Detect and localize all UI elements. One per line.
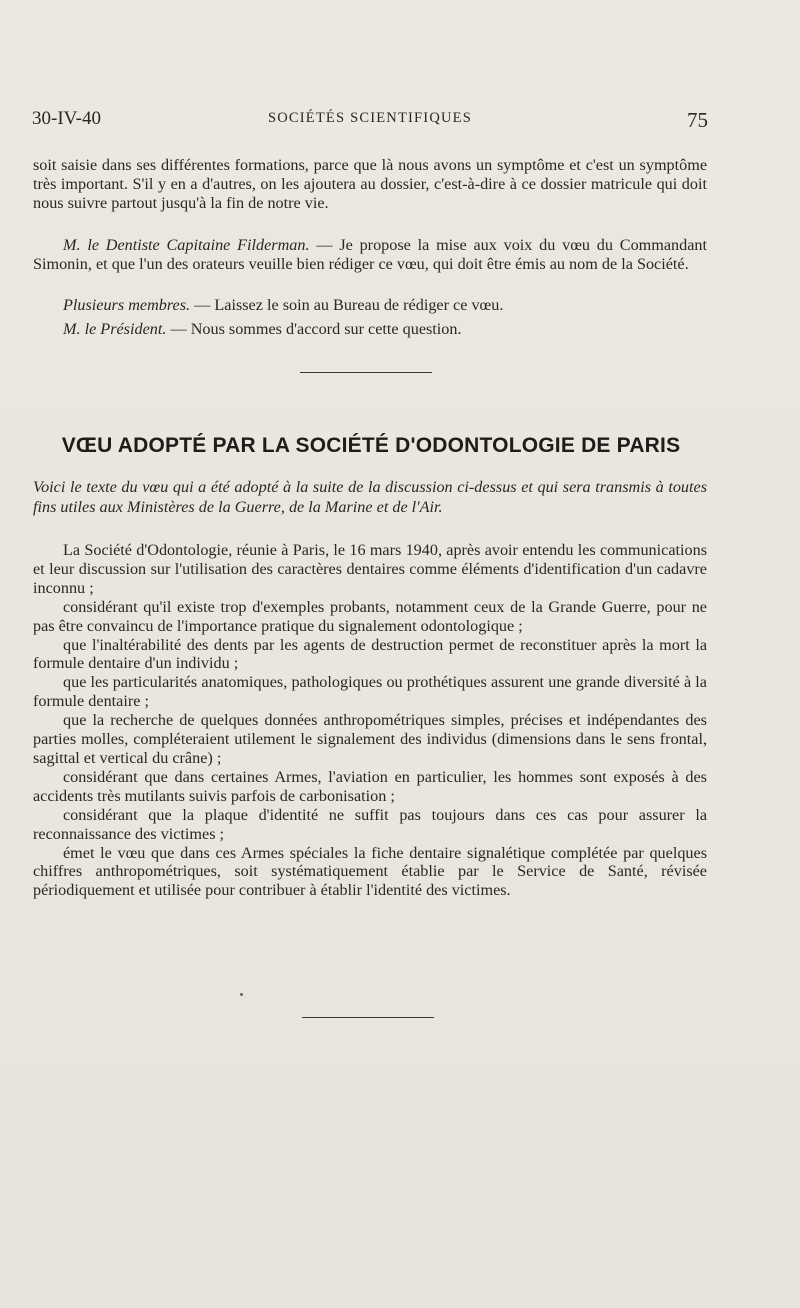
- section-intro: Voici le texte du vœu qui a été adopté à la suite de la discussion ci-dessus et qui sera transmis à toutes fins utiles aux Ministères de la Guerre, de la Marine et de l'Air.: [33, 478, 707, 516]
- resolution-paragraph: que l'inaltérabilité des dents par les agents de destruction permet de reconstituer après la mort la formule dentaire d'un individu ;: [33, 635, 707, 673]
- ink-speck: [240, 993, 243, 996]
- speech-text: — Je propose la mise aux voix du vœu du Commandant Simonin, et que l'un des orateurs veuille bien rédiger ce vœu, qui doit être émis au nom de la Société.: [33, 236, 707, 274]
- header-date: 30-IV-40: [32, 108, 101, 129]
- speech-paragraph-1: [33, 236, 707, 274]
- speaker-name: Plusieurs membres.: [63, 296, 191, 314]
- end-divider: [302, 1017, 434, 1018]
- continuation-paragraph: soit saisie dans ses différentes formations, parce que là nous avons un symptôme et c'est un symptôme très important. S'il y en a d'autres, on les ajoutera au dossier, c'est-à-dire à ce dossier matricule qui doit nous suivre partout jusqu'à la fin de notre vie.: [33, 156, 707, 213]
- resolution-paragraph: que la recherche de quelques données anthropométriques simples, précises et indépendantes des parties molles, compléteraient utilement le signalement des individus (dimensions dans le sens frontal, sagittal et vertical du crâne) ;: [33, 711, 707, 767]
- speech-paragraph-2: [33, 296, 707, 315]
- speech-text: — Laissez le soin au Bureau de rédiger ce vœu.: [194, 296, 504, 314]
- section-title: VŒU ADOPTÉ PAR LA SOCIÉTÉ D'ODONTOLOGIE DE PARIS: [61, 434, 681, 457]
- speech-text: — Nous sommes d'accord sur cette question.: [170, 320, 462, 338]
- resolution-paragraph: La Société d'Odontologie, réunie à Paris, le 16 mars 1940, après avoir entendu les communications et leur discussion sur l'utilisation des caractères dentaires comme éléments d'identification d'un cadavre inconnu ;: [33, 541, 707, 597]
- section-divider: [300, 372, 432, 373]
- page-number: 75: [687, 108, 708, 132]
- resolution-text: [33, 541, 707, 900]
- speech-paragraph-3: [33, 320, 707, 339]
- running-header: [32, 108, 708, 134]
- resolution-paragraph: considérant que la plaque d'identité ne suffit pas toujours dans ces cas pour assurer la reconnaissance des victimes ;: [33, 805, 707, 843]
- resolution-paragraph: émet le vœu que dans ces Armes spéciales la fiche dentaire signalétique complétée par quelques chiffres anthropométriques, soit systématiquement établie par le Service de Santé, révisée périodiquement et utilisée pour contribuer à établir l'identité des victimes.: [33, 843, 707, 900]
- resolution-paragraph: considérant que dans certaines Armes, l'aviation en particulier, les hommes sont exposés à des accidents très mutilants suivis parfois de carbonisation ;: [33, 767, 707, 805]
- speaker-name: M. le Dentiste Capitaine Filderman.: [63, 236, 310, 254]
- header-section: SOCIÉTÉS SCIENTIFIQUES: [267, 110, 473, 126]
- resolution-paragraph: considérant qu'il existe trop d'exemples probants, notamment ceux de la Grande Guerre, pour ne pas être convaincu de l'importance pratique du signalement odontologique ;: [33, 597, 707, 635]
- resolution-paragraph: que les particularités anatomiques, pathologiques ou prothétiques assurent une grande diversité à la formule dentaire ;: [33, 673, 707, 711]
- speaker-name: M. le Président.: [63, 320, 167, 338]
